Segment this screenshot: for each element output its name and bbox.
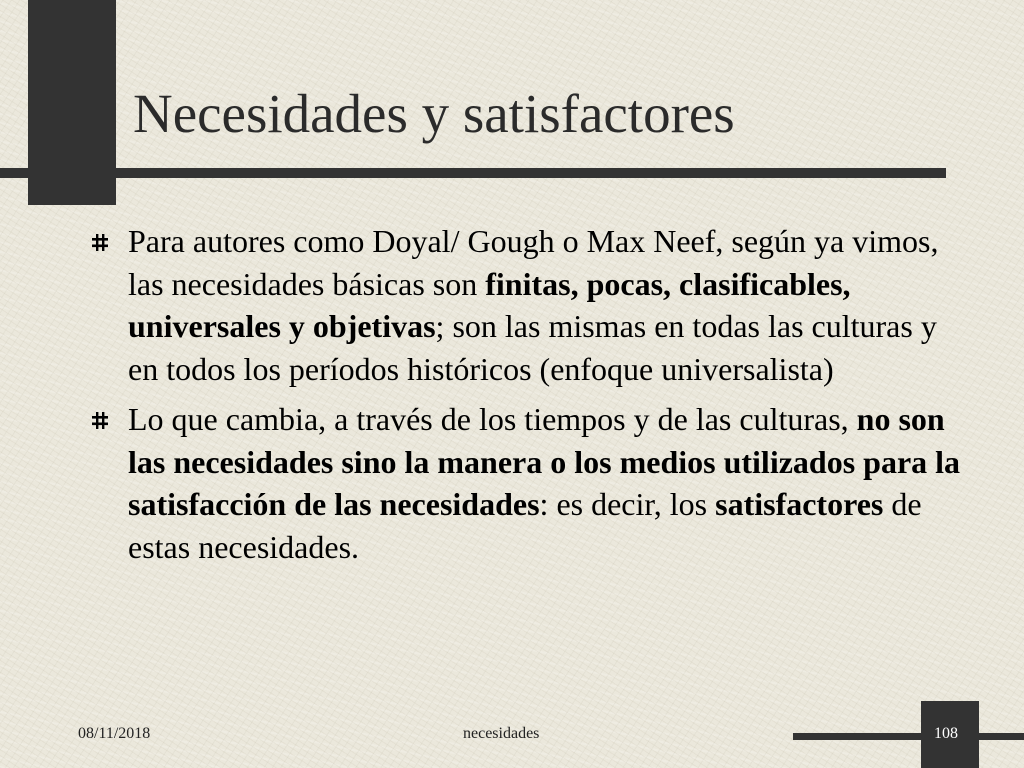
slide-title: Necesidades y satisfactores bbox=[133, 83, 735, 144]
bullet-text-part: ; son las mismas en todas las culturas y en todos los períodos históricos (enfoque universalista) bbox=[128, 308, 937, 387]
page-number: 108 bbox=[934, 725, 958, 742]
bullet-text-part: : es decir, los bbox=[539, 486, 716, 522]
title-underline-bar bbox=[0, 168, 946, 178]
footer-decoration-bar bbox=[793, 733, 1024, 740]
bullet-item bbox=[92, 398, 972, 568]
bullet-text bbox=[128, 223, 938, 387]
footer-date: 08/11/2018 bbox=[78, 725, 151, 742]
hash-bullet-icon bbox=[92, 412, 108, 429]
bullet-text-part: Lo que cambia, a través de los tiempos y de las culturas, bbox=[128, 401, 857, 437]
bullet-text-part: de estas necesidades. bbox=[128, 486, 922, 565]
bullet-item bbox=[92, 220, 972, 390]
bullet-text-emphasis: no son las necesidades sino la manera o los medios utilizados para la satisfacción de las necesidades bbox=[128, 401, 961, 522]
footer-title: necesidades bbox=[463, 725, 540, 742]
slide-body bbox=[92, 220, 972, 576]
hash-bullet-icon bbox=[92, 234, 108, 251]
bullet-text-emphasis: finitas, pocas, clasificables, universales y objetivas bbox=[128, 265, 851, 344]
bullet-text-emphasis: satisfactores bbox=[715, 486, 884, 522]
bullet-text bbox=[128, 401, 960, 565]
bullet-text-part: Para autores como Doyal/ Gough o Max Neef, según ya vimos, las necesidades básicas son bbox=[128, 223, 939, 302]
